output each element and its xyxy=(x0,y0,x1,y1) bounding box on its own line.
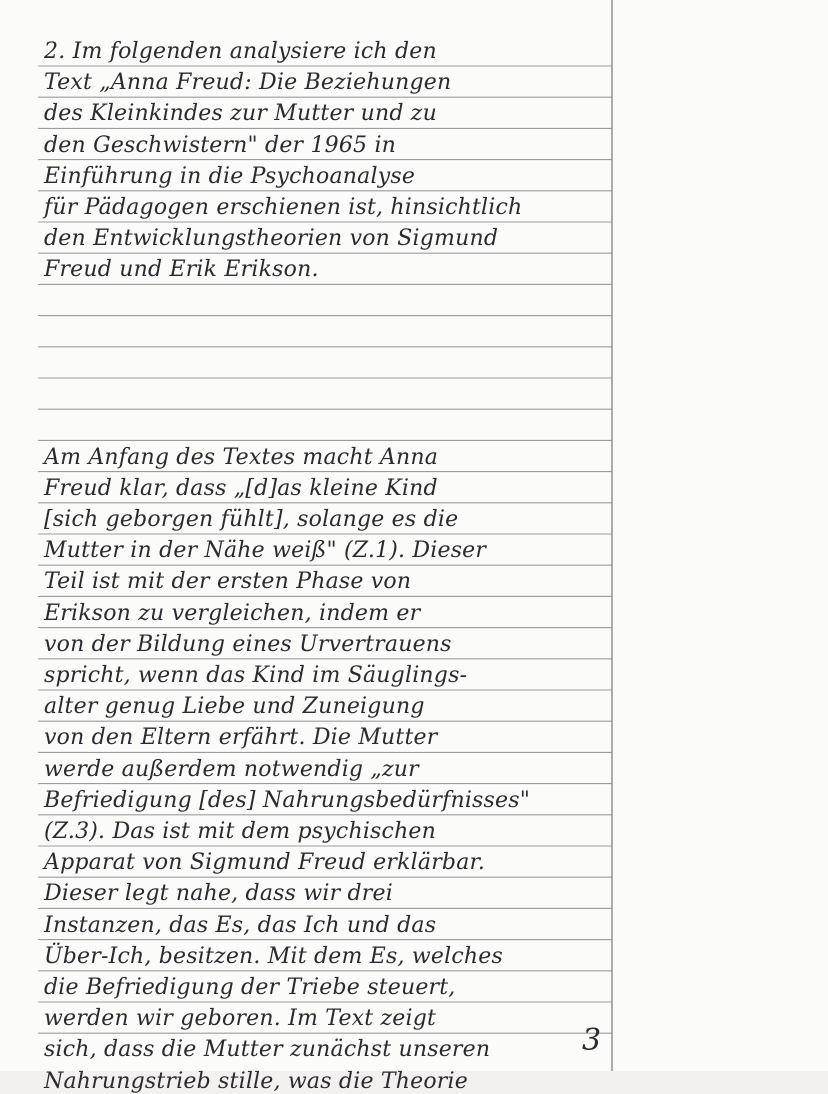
text-line: Dieser legt nahe, dass wir drei xyxy=(44,881,393,907)
text-line: Freud und Erik Erikson. xyxy=(44,257,319,283)
text-line: von der Bildung eines Urvertrauens xyxy=(44,631,452,657)
text-line: werde außerdem notwendig „zur xyxy=(44,756,419,782)
text-line: sich, dass die Mutter zunächst unseren xyxy=(44,1037,491,1063)
text-line: Mutter in der Nähe weiß" (Z.1). Dieser xyxy=(44,538,487,564)
page-number: 3 xyxy=(582,1023,602,1058)
text-line: Erikson zu vergleichen, indem er xyxy=(44,600,421,626)
text-line: Text „Anna Freud: Die Beziehungen xyxy=(44,70,452,96)
text-line: von den Eltern erfährt. Die Mutter xyxy=(44,725,438,751)
text-line: den Entwicklungstheorien von Sigmund xyxy=(44,226,499,252)
text-line: den Geschwistern" der 1965 in xyxy=(44,132,397,158)
text-line: 2. Im folgenden analysiere ich den xyxy=(44,39,437,64)
text-line: Befriedigung [des] Nahrungsbedürfnisses" xyxy=(44,787,531,813)
text-line: alter genug Liebe und Zuneigung xyxy=(44,694,425,720)
text-line: für Pädagogen erschienen ist, hinsichtlich xyxy=(44,195,523,220)
text-line: Teil ist mit der ersten Phase von xyxy=(44,569,412,595)
text-line: Einführung in die Psychoanalyse xyxy=(44,163,416,189)
text-line: die Befriedigung der Triebe steuert, xyxy=(44,975,456,1000)
text-line: (Z.3). Das ist mit dem psychischen xyxy=(44,819,437,844)
text-line: Nahrungstrieb stille, was die Theorie xyxy=(44,1068,468,1094)
text-line: Freud klar, dass „[d]as kleine Kind xyxy=(44,475,438,501)
text-line: Apparat von Sigmund Freud erklärbar. xyxy=(44,850,486,876)
text-line: Instanzen, das Es, das Ich und das xyxy=(44,912,437,938)
text-line: [sich geborgen fühlt], solange es die xyxy=(44,507,459,532)
text-line: des Kleinkindes zur Mutter und zu xyxy=(44,101,437,127)
text-line: spricht, wenn das Kind im Säuglings- xyxy=(44,663,468,688)
text-line: Über-Ich, besitzen. Mit dem Es, welches xyxy=(44,943,503,969)
text-line: Am Anfang des Textes macht Anna xyxy=(44,444,439,470)
text-line: werden wir geboren. Im Text zeigt xyxy=(44,1006,437,1032)
